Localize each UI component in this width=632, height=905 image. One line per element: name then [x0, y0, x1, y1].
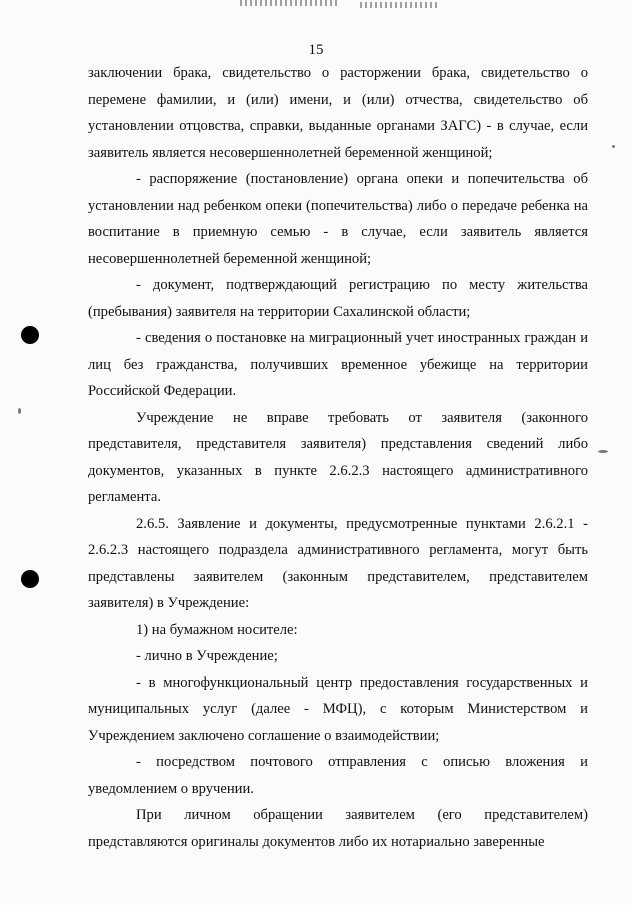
scan-speck [598, 450, 608, 453]
paragraph: При личном обращении заявителем (его представителем) представляются оригиналы документов либо их нотариально заверенные [88, 807, 588, 850]
paragraph: - лично в Учреждение; [136, 648, 278, 664]
paragraph: заключении брака, свидетельство о расторжении брака, свидетельство о перемене фамилии, и (или) имени, и (или) отчества, свидетельство об установлении отцовства, справки, выданные органами ЗАГС) - в случае, если заявитель является несовершеннолетней беременной женщиной; [88, 65, 588, 161]
scan-artifact-top [360, 2, 440, 8]
paragraph: - сведения о постановке на миграционный учет иностранных граждан и лиц без гражданства, получивших временное убежище на территории Российской Федерации. [88, 330, 588, 399]
paragraph: - в многофункциональный центр предоставления государственных и муниципальных услуг (далее - МФЦ), с которым Министерством и Учреждением заключено соглашение о взаимодействии; [88, 674, 588, 744]
paragraph: - распоряжение (постановление) органа опеки и попечительства об установлении над ребенком опеки (попечительства) либо о передаче ребенка на воспитание в приемную семью - в случае, если заявитель является несовершеннолетней беременной женщиной; [88, 171, 588, 267]
punch-hole [21, 570, 39, 588]
document-body [88, 60, 588, 855]
paragraph: 1) на бумажном носителе: [136, 621, 298, 638]
scan-speck [18, 408, 21, 414]
punch-hole [21, 326, 39, 344]
paragraph: - посредством почтового отправления с описью вложения и уведомлением о вручении. [88, 754, 588, 797]
scan-artifact-top [240, 0, 340, 6]
page-number: 15 [308, 42, 324, 58]
scan-speck [612, 145, 615, 148]
paragraph: 2.6.5. Заявление и документы, предусмотренные пунктами 2.6.2.1 - 2.6.2.3 настоящего подраздела административного регламента, могут быть представлены заявителем (законным представителем, представителем заявителя) в Учреждение: [88, 515, 588, 611]
paragraph: - документ, подтверждающий регистрацию по месту жительства (пребывания) заявителя на территории Сахалинской области; [88, 277, 588, 320]
paragraph: Учреждение не вправе требовать от заявителя (законного представителя, представителя заявителя) представления сведений либо документов, указанных в пункте 2.6.2.3 настоящего административного регламента. [88, 409, 588, 505]
